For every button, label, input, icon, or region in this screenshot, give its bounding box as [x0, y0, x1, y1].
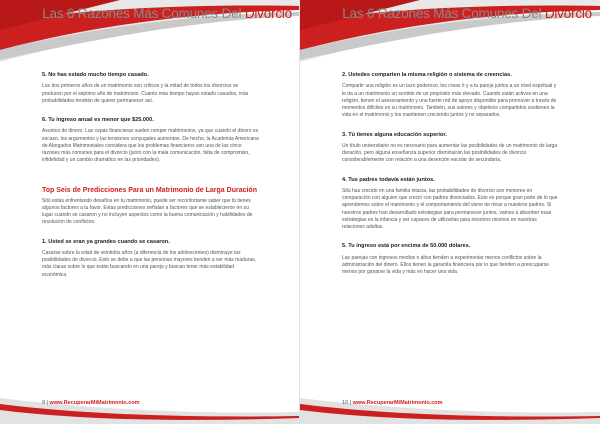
section-heading: 1. Usted se eran ya grandes cuando se casaron.	[42, 238, 170, 245]
section-heading: 4. Tus padres todavía están juntos.	[342, 176, 435, 183]
page-footer	[342, 400, 443, 406]
section-body: Asuntos de dinero. Las cepas financieras suelen romper matrimonios, ya que cuando el dinero es escaso, los argumentos y las tensiones conyugales aumentan. De hecho, la Academia Americana de Abogados Matrimoniales considera que los problemas financieros son una de las cinco razones más comunes para el divorcio (junto con la mala comunicación, falta de compromiso, infidelidad y un cambio dramático en las prioridades).	[42, 128, 259, 164]
page-number: 9 |	[42, 400, 49, 406]
page-number: 10 |	[342, 400, 352, 406]
page-footer	[42, 400, 140, 406]
header-title: Las 6 Razones Más Comunes Del Divorcio	[42, 6, 292, 21]
section-heading: 2. Ustedes comparten la misma religión o sistema de creencias.	[342, 72, 512, 78]
footer-link[interactable]: www.RecuperarMiMatrimonio.com	[49, 400, 140, 406]
section-body: Sitú has crecido en una familia intacta, las probabilidades de divorcio son menores en comparación con alguien que creció con padres divorciados. Esto es porque gran parte de lo que aprendemos sobre el matrimonio y el comportamiento del viene de mirar a nuestros padres. Si nuestros padres han desarrollado estrategias para permanecer juntos, vamos a absorber esas estrategias en la infancia y ser capaces de utilizarlas para nosotros mismos en nuestras relaciones adultas.	[342, 187, 558, 231]
section-body: Casarse sobre la edad de veintidós años (a diferencia de los adolescentes) disminuye las posibilidades de divorcio. Esto se debe a que las personas mayores tienden a ser más maduras, más claras sobre lo que están buscando en una pareja y buscan tener más estabilidad económica.	[42, 249, 257, 278]
subsection-title: Top Seis de Predicciones Para un Matrimonio de Larga Duración	[42, 186, 257, 194]
section-body: Las parejas con ingresos medios o altos tienden a experimentar menos conflictos sobre la administración del dinero. Ellos tienen la garantía financiera por lo que tienden a preocuparse menos por ganarse la vida y más en hacer una vida.	[342, 254, 550, 276]
intro-paragraph: Sitú estás enfrentando desafíos en tu matrimonio, puede ser reconfortante saber que tú tienes algunos factores a tu favor. Estas predicciones señalan a factores que se establecieron en su lugar cuando se casaron y no incluyen aspectos como la buena comunicación y habilidades de resolución de conflictos.	[42, 197, 253, 226]
right-content	[342, 72, 560, 288]
header-title: Las 6 Razones Más Comunes Del Divorcio	[342, 6, 592, 21]
section-heading: 5. No has estado mucho tiempo casado.	[42, 72, 149, 78]
section-heading: 5. Tu ingreso está por encima de 50.000 dólares.	[342, 243, 471, 250]
left-content	[42, 72, 260, 291]
section-body: Compartir una religión es un lazo poderoso, los creas ó y a tu pareja juntos a un nivel espiritual y le da a un matrimonio un sentido de un propósito más elevado. Cuando están activos en una religión, tienen el asesoramiento y una fuerte red de apoyo disponible para promover a través de momentos difíciles en su matrimonio. También, sus valores y objetivos compartidos sostienen la vida en el matrimonio y los mantienen creciendo juntos y no separados.	[342, 83, 557, 119]
right-page	[300, 0, 600, 424]
section-heading: 6. Tu ingreso anual es menor que $25.000.	[42, 117, 154, 124]
section-heading: 3. Tú tienes alguna educación superior.	[342, 131, 447, 138]
section-body: Un título universitario no es necesario para aumentar las posibilidades de un matrimonio de larga duración, pero alguna enseñanza superior disminuirán las posibilidades de divorcio considerablemente con relación a una deserción escolar de secundaria.	[342, 142, 558, 164]
section-body: Los dos primeros años de un matrimonio son críticos y la mitad de todos los divorcios se producen por el séptimo año de matrimonio. Cuanto más tiempo hayan estado casados, más probabilidades tendrán de querer permanecer así.	[42, 83, 249, 104]
footer-link[interactable]: www.RecuperarMiMatrimonio.com	[352, 400, 443, 406]
